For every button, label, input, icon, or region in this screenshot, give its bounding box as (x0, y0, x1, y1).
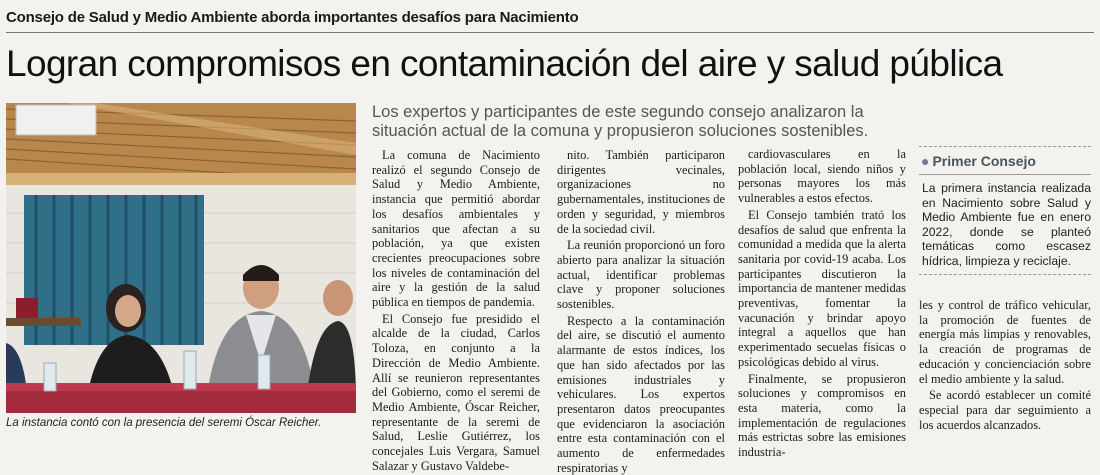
paragraph: cardiovasculares en la población local, siendo niños y personas mayores los más vulnerables a estos efectos. (738, 147, 906, 206)
deck-summary: Los expertos y participantes de este segundo consejo analizaron la situación actual de la comuna y propusieron soluciones sostenibles. (372, 103, 869, 140)
news-photo (6, 103, 356, 413)
kicker: Consejo de Salud y Medio Ambiente aborda importantes desafíos para Nacimiento (6, 9, 1094, 33)
sidebar-box-title (919, 146, 1091, 175)
paragraph: Finalmente, se propusieron soluciones y compromisos en esta materia, como la implementación de regulaciones más estrictas sobre las emisiones industria- (738, 371, 906, 460)
paragraph: La reunión proporcionó un foro abierto para analizar la situación actual, identificar problemas clave y proponer soluciones sostenibles. (557, 238, 725, 312)
article-column-1 (372, 148, 540, 473)
divider (919, 274, 1091, 275)
sidebar-box (919, 146, 1091, 268)
paragraph: La comuna de Nacimiento realizó el segundo Consejo de Salud y Medio Ambiente, instancia que permitió abordar los desafíos ambientales y sanitarios que afectan a su población, ya que existen crecientes preocupaciones sobre los niveles de contaminación del aire y la gestión de la salud pública en tiempos de pandemia. (372, 148, 540, 310)
photo-caption: La instancia contó con la presencia del seremi Óscar Reicher. (6, 417, 322, 429)
paragraph: El Consejo también trató los desafíos de salud que enfrenta la comunidad a medida que la alerta sanitaria por covid-19 acaba. Los participantes discutieron la importancia de mantener medidas preventivas, fomentar la vacunación y brindar apoyo integral a aquellos que han experimentado secuelas físicas o psicológicas debido al virus. (738, 207, 906, 369)
paragraph: nito. También participaron dirigentes vecinales, organizaciones no gubernamentales, instituciones de orden y seguridad, y miembros de la sociedad civil. (557, 148, 725, 236)
bullet-icon: ● (921, 153, 930, 169)
paragraph: El Consejo fue presidido el alcalde de la ciudad, Carlos Toloza, en conjunto a la Dirección de Medio Ambiente. Allí se reunieron representantes del Gobierno, como el seremi de Medio Ambiente, Óscar Reicher, representante de la seremi de Salud, Leslie Gutiérrez, los concejales Luis Vergara, Samuel Salazar y Gustavo Valdebe- (372, 311, 540, 473)
paragraph: Se acordó establecer un comité especial para dar seguimiento a los acuerdos alcanzados. (919, 388, 1091, 432)
article-column-4 (919, 298, 1091, 432)
sidebar-box-title-text: Primer Consejo (932, 153, 1036, 169)
paragraph: les y control de tráfico vehicular, la promoción de fuentes de energía más limpias y renovables, la creación de programas de educación y concienciación sobre el medio ambiente y la salud. (919, 298, 1091, 386)
paragraph: Respecto a la contaminación del aire, se discutió el aumento alarmante de estos índices, los que han sido afectados por las emisiones industriales y vehiculares. Los expertos presentaron datos preocupantes que evidenciaron la asociación entre esta contaminación con el aumento de enfermedades respiratorias y (557, 313, 725, 475)
headline: Logran compromisos en contaminación del aire y salud pública (6, 43, 1003, 84)
article-column-3 (738, 147, 906, 460)
article-column-2 (557, 148, 725, 475)
sidebar-box-text: La primera instancia realizada en Nacimiento sobre Salud y Medio Ambiente fue en enero 2022, donde se planteó temáticas como escasez hídrica, limpieza y reciclaje. (922, 181, 1091, 268)
